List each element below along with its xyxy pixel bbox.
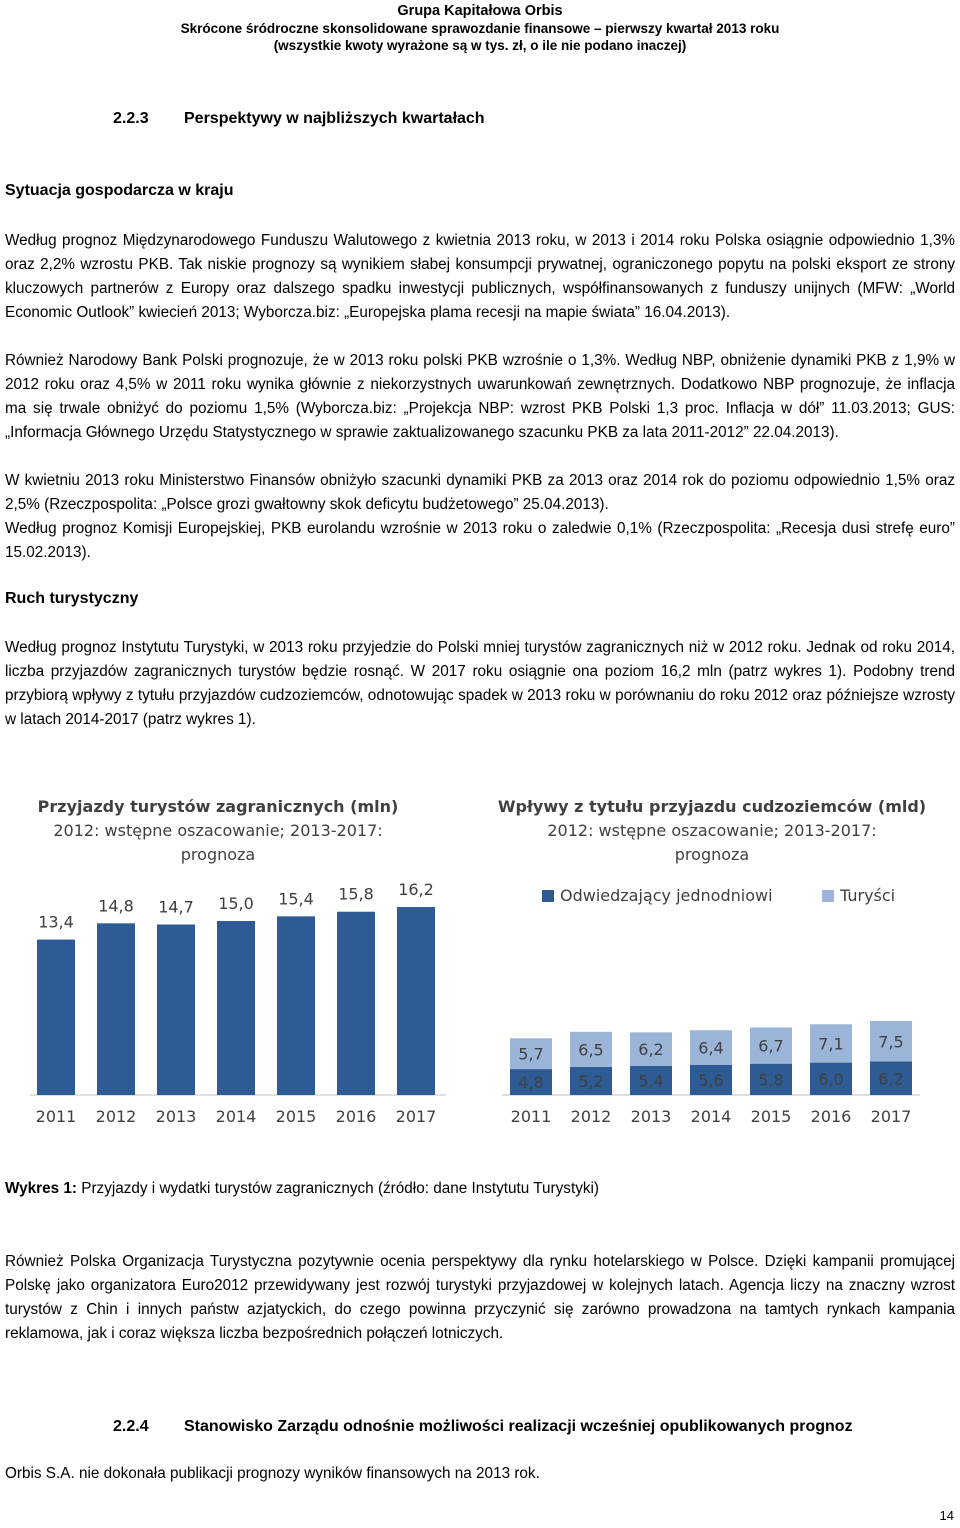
legend-label: Odwiedzający jednodniowi	[560, 886, 773, 905]
page-number: 14	[939, 1508, 954, 1523]
legend-label: Turyści	[840, 886, 896, 905]
receipts-chart	[480, 770, 960, 1140]
segment-value-label: 7,5	[878, 1032, 904, 1052]
segment-value-label: 5,4	[638, 1071, 664, 1091]
report-title: Skrócone śródroczne skonsolidowane sprawozdanie finansowe – pierwszy kwartał 2013 roku	[180, 21, 780, 36]
segment-value-label: 5,6	[698, 1070, 724, 1090]
x-tick-label: 2011	[510, 1107, 552, 1126]
arrivals-chart	[0, 770, 480, 1140]
economy-paragraph-2: Również Narodowy Bank Polski prognozuje, że w 2013 roku polski PKB wzrośnie o 1,3%. Według NBP, obniżenie dynamiki PKB z 1,9% w 2012 roku oraz 4,5% w 2011 roku wynika głównie z niekorzystnych uwarunkowań zewnętrznych. Dodatkowo NBP prognozuje, że inflacja ma się trwale obniżyć do poziomu 1,5% (Wyborcza.biz: „Projekcja NBP: wzrost PKB Polski 1,3 proc. Inflacja w dół” 11.03.2013; GUS: „Informacja Głównego Urzędu Statystycznego w sprawie zaktualizowanego szacunku PKB za lata 2011-2012” 22.04.2013).	[5, 352, 955, 441]
bar	[277, 916, 315, 1095]
segment-value-label: 6,2	[878, 1069, 904, 1089]
segment-value-label: 6,2	[638, 1040, 664, 1060]
x-tick-label: 2017	[870, 1107, 912, 1126]
caption-label: Wykres 1:	[5, 1180, 77, 1197]
page-header	[0, 0, 960, 54]
segment-value-label: 7,1	[818, 1034, 844, 1054]
currency-note: (wszystkie kwoty wyrażone są w tys. zł, o ile nie podano inaczej)	[273, 38, 687, 53]
tourism-paragraph-2: Również Polska Organizacja Turystyczna pozytywnie ocenia perspektywy dla rynku hotelarskiego w Polsce. Dzięki kampanii promującej Polskę jako organizatora Euro2012 przewidywany jest rozwój turystyki przyjazdowej w kolejnych latach. Agencja liczy na znaczny wzrost turystów z Chin i innych państw azjatyckich, do czego powinna przyczynić się zarówno prowadzona na tamtych rynkach kampania reklamowa, jak i coraz większa liczba bezpośrednich połączeń lotniczych.	[5, 1253, 955, 1342]
x-tick-label: 2014	[690, 1107, 732, 1126]
segment-value-label: 6,7	[758, 1036, 784, 1056]
section-title-224: Stanowisko Zarządu odnośnie możliwości realizacji wcześniej opublikowanych prognoz	[184, 1418, 853, 1435]
chart-title: Przyjazdy turystów zagranicznych (mln)	[37, 797, 399, 816]
segment-value-label: 5,2	[578, 1071, 604, 1091]
bar	[97, 923, 135, 1095]
tourism-paragraph-1: Według prognoz Instytutu Turystyki, w 2013 roku przyjedzie do Polski mniej turystów zagranicznych niż w 2012 roku. Jednak od roku 2014, liczba przyjazdów zagranicznych turystów będzie rosnąć. W 2017 roku osiągnie ona poziom 16,2 mln (patrz wykres 1). Podobny trend przybiorą wpływy z tytułu przyjazdów cudzoziemców, odnotowując spadek w 2013 roku w porównaniu do roku 2012 oraz późniejsze wzrosty w latach 2014-2017 (patrz wykres 1).	[5, 639, 955, 728]
x-tick-label: 2011	[35, 1107, 77, 1126]
economy-heading: Sytuacja gospodarcza w kraju	[5, 182, 234, 199]
bar	[337, 912, 375, 1095]
chart-subtitle-line: 2012: wstępne oszacowanie; 2013-2017:	[53, 821, 383, 840]
x-tick-label: 2013	[630, 1107, 672, 1126]
bar-value-label: 15,4	[278, 889, 314, 909]
x-tick-label: 2015	[750, 1107, 792, 1126]
section-number-224: 2.2.4	[113, 1418, 149, 1435]
x-tick-label: 2012	[95, 1107, 137, 1126]
bar	[217, 921, 255, 1095]
segment-value-label: 4,8	[518, 1073, 544, 1093]
figure-caption	[5, 1180, 599, 1198]
legend-swatch	[822, 890, 834, 902]
x-tick-label: 2013	[155, 1107, 197, 1126]
segment-value-label: 5,8	[758, 1070, 784, 1090]
economy-paragraph-4: Według prognoz Komisji Europejskiej, PKB eurolandu wzrośnie w 2013 roku o zaledwie 0,1% (Rzeczpospolita: „Recesja dusi strefę euro” 15.02.2013).	[5, 520, 955, 561]
chart-title: Wpływy z tytułu przyjazdu cudzoziemców (mld)	[497, 797, 927, 816]
segment-value-label: 6,0	[818, 1069, 844, 1089]
caption-text: Przyjazdy i wydatki turystów zagranicznych (źródło: dane Instytutu Turystyki)	[81, 1180, 599, 1197]
segment-value-label: 5,7	[518, 1044, 544, 1064]
segment-value-label: 6,5	[578, 1040, 604, 1060]
x-tick-label: 2014	[215, 1107, 257, 1126]
x-tick-label: 2016	[810, 1107, 852, 1126]
charts-area	[0, 770, 960, 1140]
x-tick-label: 2016	[335, 1107, 377, 1126]
x-tick-label: 2015	[275, 1107, 317, 1126]
section-number-223: 2.2.3	[113, 110, 149, 127]
company-name: Grupa Kapitałowa Orbis	[397, 3, 563, 19]
bar	[157, 924, 195, 1095]
bar-value-label: 13,4	[38, 912, 74, 932]
bar-value-label: 14,8	[98, 896, 134, 916]
chart-subtitle-line: prognoza	[180, 845, 256, 864]
segment-value-label: 6,4	[698, 1038, 724, 1058]
bar	[37, 940, 75, 1095]
chart-subtitle-line: prognoza	[674, 845, 750, 864]
section-title-223: Perspektywy w najbliższych kwartałach	[184, 110, 485, 127]
tourism-heading: Ruch turystyczny	[5, 590, 139, 607]
bar-value-label: 15,8	[338, 884, 374, 904]
legend-swatch	[542, 890, 554, 902]
bar-value-label: 14,7	[158, 897, 194, 917]
x-tick-label: 2012	[570, 1107, 612, 1126]
x-tick-label: 2017	[395, 1107, 437, 1126]
economy-paragraph-1: Według prognoz Międzynarodowego Funduszu Walutowego z kwietnia 2013 roku, w 2013 i 2014 roku Polska osiągnie odpowiednio 1,3% oraz 2,2% wzrostu PKB. Tak niskie prognozy są wynikiem słabej konsumpcji prywatnej, ograniczonego popytu na polski eksport ze strony kluczowych partnerów z Europy oraz dalszego spadku inwestycji publicznych, współfinansowanych z funduszy unijnych (MFW: „World Economic Outlook” kwiecień 2013; Wyborcza.biz: „Europejska plama recesji na mapie świata” 16.04.2013).	[5, 232, 955, 321]
economy-paragraph-3: W kwietniu 2013 roku Ministerstwo Finansów obniżyło szacunki dynamiki PKB za 2013 oraz 2014 rok do poziomu odpowiednio 1,5% oraz 2,5% (Rzeczpospolita: „Polsce grozi gwałtowny skok deficytu budżetowego” 25.04.2013).	[5, 472, 955, 513]
bar	[397, 907, 435, 1095]
chart-subtitle-line: 2012: wstępne oszacowanie; 2013-2017:	[547, 821, 877, 840]
bar-value-label: 16,2	[398, 880, 434, 900]
section-224-text: Orbis S.A. nie dokonała publikacji prognozy wyników finansowych na 2013 rok.	[5, 1465, 540, 1482]
bar-value-label: 15,0	[218, 894, 254, 913]
